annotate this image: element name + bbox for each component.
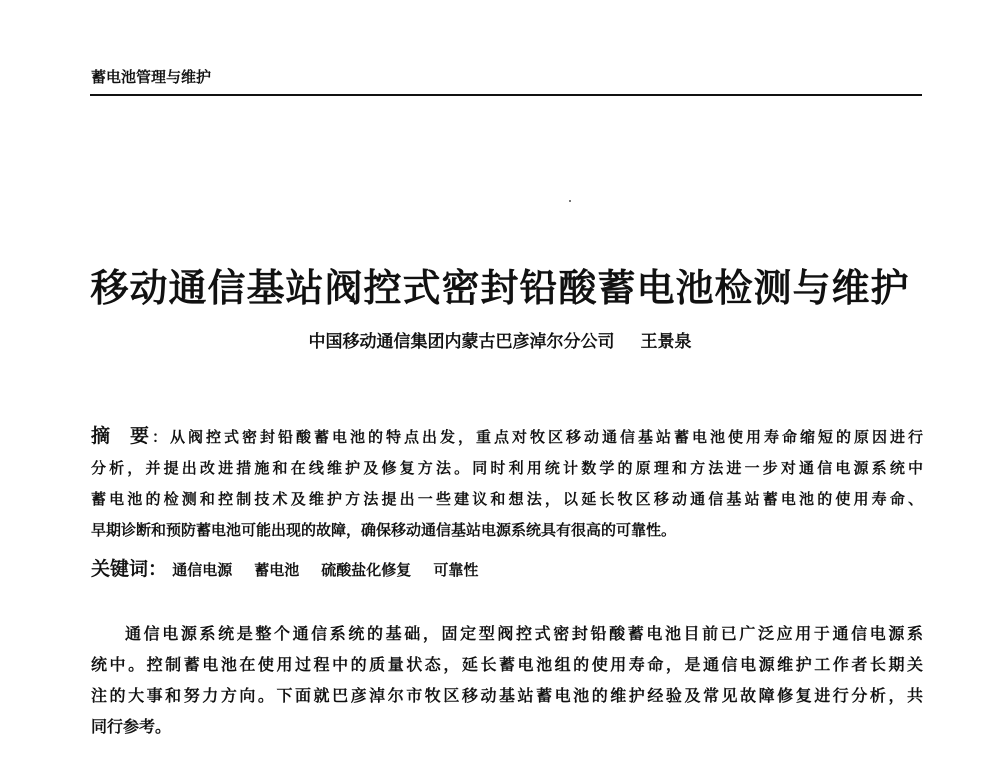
keyword-item: 通信电源 [172, 561, 233, 579]
keywords: 关键词： 通信电源 蓄电池 硫酸盐化修复 可靠性 [91, 558, 479, 580]
author-name: 王景泉 [640, 332, 692, 352]
body-line: 同行参考。 [91, 717, 172, 736]
keyword-item: 硫酸盐化修复 [321, 561, 412, 579]
running-header: 蓄电池管理与维护 [91, 68, 212, 86]
abstract-line: 早期诊断和预防蓄电池可能出现的故障，确保移动通信基站电源系统具有很高的可靠性。 [91, 521, 677, 539]
body-paragraph [91, 618, 923, 742]
header-rule [90, 94, 922, 96]
keyword-item: 蓄电池 [254, 561, 300, 579]
abstract-label: 摘 要 [91, 425, 152, 447]
body-line: 注的大事和努力方向。下面就巴彦淖尔市牧区移动基站蓄电池的维护经验及常见故障修复进行分析，共 [91, 686, 923, 705]
abstract [91, 421, 923, 546]
byline [0, 327, 1000, 352]
article-title: 移动通信基站阀控式密封铅酸蓄电池检测与维护 [90, 266, 910, 310]
keyword-item: 可靠性 [433, 561, 479, 579]
abstract-line: 分析，并提出改进措施和在线维护及修复方法。同时利用统计数学的原理和方法进一步对通信电源系统中 [91, 459, 923, 477]
abstract-line: 蓄电池的检测和控制技术及维护方法提出一些建议和想法，以延长牧区移动通信基站蓄电池的使用寿命、 [91, 490, 923, 508]
keywords-label: 关键词 [91, 558, 149, 580]
scan-speck [569, 200, 571, 202]
body-line: 统中。控制蓄电池在使用过程中的质量状态，延长蓄电池组的使用寿命，是通信电源维护工作者长期关 [91, 655, 923, 674]
abstract-line: 摘 要：从阀控式密封铅酸蓄电池的特点出发，重点对牧区移动通信基站蓄电池使用寿命缩短的原因进行 [91, 425, 923, 447]
author-affiliation: 中国移动通信集团内蒙古巴彦淖尔分公司 [308, 332, 615, 352]
body-line: 通信电源系统是整个通信系统的基础，固定型阀控式密封铅酸蓄电池目前已广泛应用于通信电源系 [125, 624, 923, 643]
